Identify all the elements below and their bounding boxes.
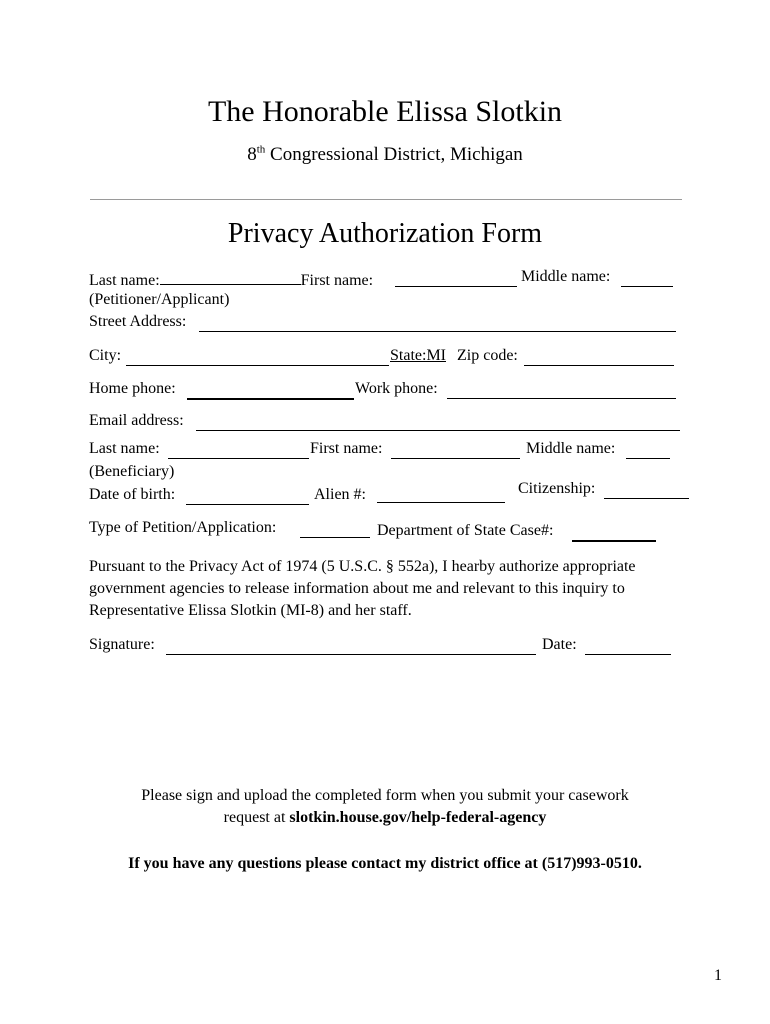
dob-field[interactable]: [186, 488, 309, 505]
beneficiary-last-name-label: Last name:: [89, 440, 160, 457]
date-field[interactable]: [585, 638, 671, 655]
form-title: Privacy Authorization Form: [227, 218, 543, 249]
beneficiary-middle-name-field[interactable]: [626, 442, 670, 459]
date-label: Date:: [542, 636, 577, 653]
petitioner-middle-name-field[interactable]: [621, 270, 673, 287]
signature-field[interactable]: [166, 638, 536, 655]
page-title: The Honorable Elissa Slotkin: [207, 95, 563, 128]
zip-code-label: Zip code:: [457, 347, 518, 364]
zip-code-field[interactable]: [524, 349, 674, 366]
citizenship-field[interactable]: [604, 482, 689, 499]
header-divider: [90, 199, 682, 200]
petitioner-name-row: [89, 268, 373, 290]
district-subtitle: [0, 144, 770, 166]
state-label: State:MI: [390, 347, 446, 364]
district-ordinal: 8: [247, 144, 257, 165]
work-phone-field[interactable]: [447, 382, 676, 399]
alien-number-label: Alien #:: [314, 486, 366, 503]
beneficiary-last-name-field[interactable]: [168, 442, 309, 459]
petitioner-middle-name-label: Middle name:: [521, 268, 611, 285]
city-label: City:: [89, 347, 122, 364]
upload-instruction-link-line: [0, 807, 770, 829]
petition-type-label: Type of Petition/Application:: [89, 519, 277, 536]
district-text: Congressional District, Michigan: [265, 144, 523, 165]
petitioner-first-name-field[interactable]: [395, 270, 517, 287]
upload-instruction: Please sign and upload the completed form when you submit your casework: [141, 787, 629, 804]
email-label: Email address:: [89, 412, 184, 429]
dob-label: Date of birth:: [89, 486, 176, 503]
alien-number-field[interactable]: [377, 486, 505, 503]
home-phone-field[interactable]: [187, 382, 354, 400]
petitioner-role-note: (Petitioner/Applicant): [89, 291, 230, 308]
city-field[interactable]: [126, 349, 389, 366]
email-field[interactable]: [196, 414, 680, 431]
street-address-field[interactable]: [199, 315, 676, 332]
district-ordinal-suffix: th: [256, 143, 266, 156]
home-phone-label: Home phone:: [89, 380, 176, 397]
beneficiary-first-name-field[interactable]: [391, 442, 520, 459]
petition-type-field[interactable]: [300, 521, 370, 538]
citizenship-label: Citizenship:: [518, 480, 596, 497]
authorization-paragraph: Pursuant to the Privacy Act of 1974 (5 U.S.C. § 552a), I hearby authorize appropriate government agencies to release information about me and relevant to this inquiry to Representative Elissa Slotkin (MI-8) and her staff.: [89, 558, 636, 619]
beneficiary-middle-name-label: Middle name:: [526, 440, 616, 457]
dos-case-label: Department of State Case#:: [377, 522, 554, 539]
beneficiary-role-note: (Beneficiary): [89, 463, 175, 480]
page-number: 1: [714, 967, 722, 984]
contact-info: If you have any questions please contact my district office at (517)993-0510.: [128, 855, 642, 872]
signature-label: Signature:: [89, 636, 155, 653]
petitioner-last-name-field[interactable]: [160, 268, 301, 285]
request-at-text: request at: [223, 809, 290, 826]
work-phone-label: Work phone:: [355, 380, 438, 397]
casework-link[interactable]: slotkin.house.gov/help-federal-agency: [289, 809, 547, 826]
dos-case-field[interactable]: [572, 524, 656, 542]
street-address-label: Street Address:: [89, 313, 187, 330]
petitioner-first-name-label: First name:: [300, 272, 374, 289]
beneficiary-first-name-label: First name:: [310, 440, 383, 457]
petitioner-last-name-label: Last name:: [89, 272, 160, 289]
